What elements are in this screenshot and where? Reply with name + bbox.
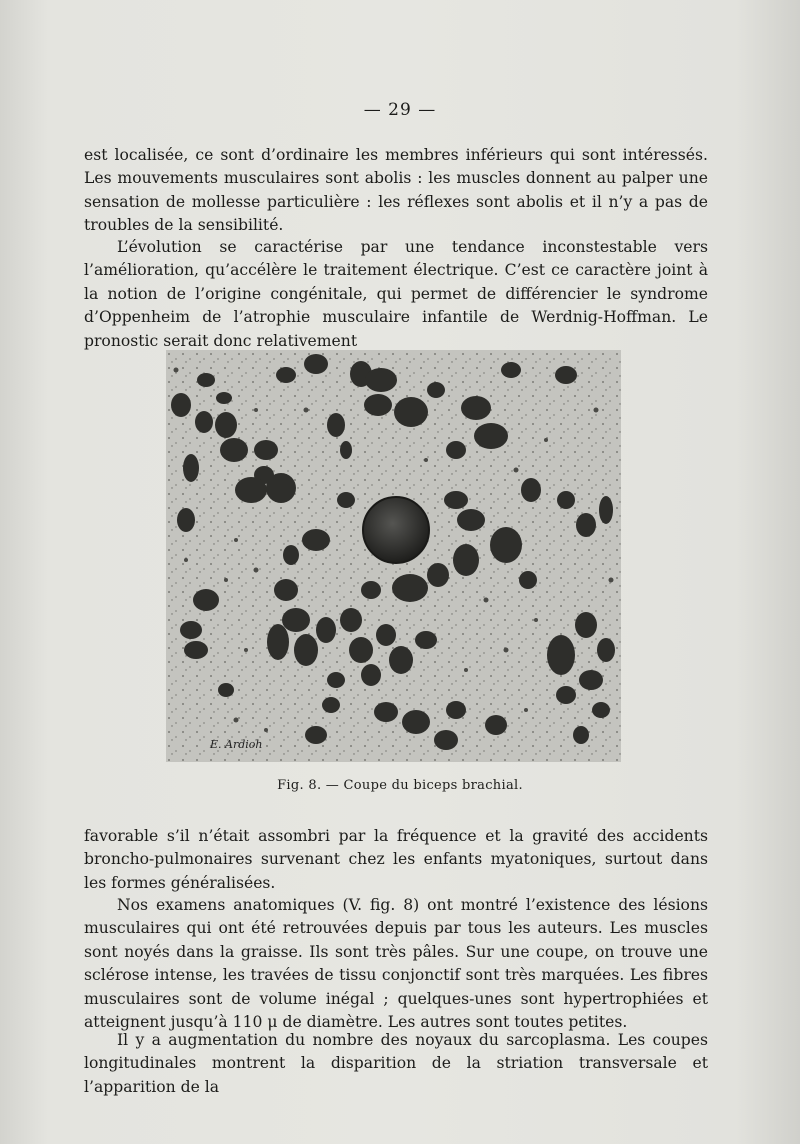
artist-signature: E. Ardioh (210, 738, 263, 751)
paragraph-1: est localisée, ce sont d’ordinaire les membres inférieurs qui sont intéressés. Les mouvements musculaires sont abolis : les muscles donnent au palper une sensation de mollesse particulière : les réflexes sont abolis et il n’y a pas de troubles de la sensibilité. (84, 146, 708, 235)
micrograph-illustration (166, 350, 621, 762)
figure-caption: Fig. 8. — Coupe du biceps brachial. (277, 778, 523, 793)
hypertrophied-fiber (363, 497, 429, 563)
paragraph-5: Il y a augmentation du nombre des noyaux du sarcoplasma. Les coupes longitudinales montrent la disparition de la striation transversale et l’apparition de la (84, 1031, 708, 1096)
paragraph-2: L’évolution se caractérise par une tendance inconstestable vers l’amélioration, qu’accélère le traitement électrique. C’est ce caractère joint à la notion de l’origine congénitale, qui permet de différencier le syndrome d’Oppenheim de l’atrophie musculaire infantile de Werdnig-Hoffman. Le pronostic serait donc relativement (84, 238, 708, 350)
figure-muscle-section (166, 350, 621, 762)
paragraph-3: favorable s’il n’était assombri par la fréquence et la gravité des accidents broncho-pulmonaires survenant chez les enfants myatoniques, surtout dans les formes généralisées. (84, 827, 708, 892)
paragraph-4: Nos examens anatomiques (V. fig. 8) ont montré l’existence des lésions musculaires qui ont été retrouvées depuis par tous les auteurs. Les muscles sont noyés dans la graisse. Ils sont très pâles. Sur une coupe, on trouve une sclérose intense, les travées de tissu conjonctif sont très marquées. Les fibres musculaires sont de volume inégal ; quelques-unes sont hypertrophiées et atteignent jusqu’à 110 μ de diamètre. Les autres sont toutes petites. (84, 896, 708, 1032)
page-number: — 29 — (363, 100, 437, 120)
